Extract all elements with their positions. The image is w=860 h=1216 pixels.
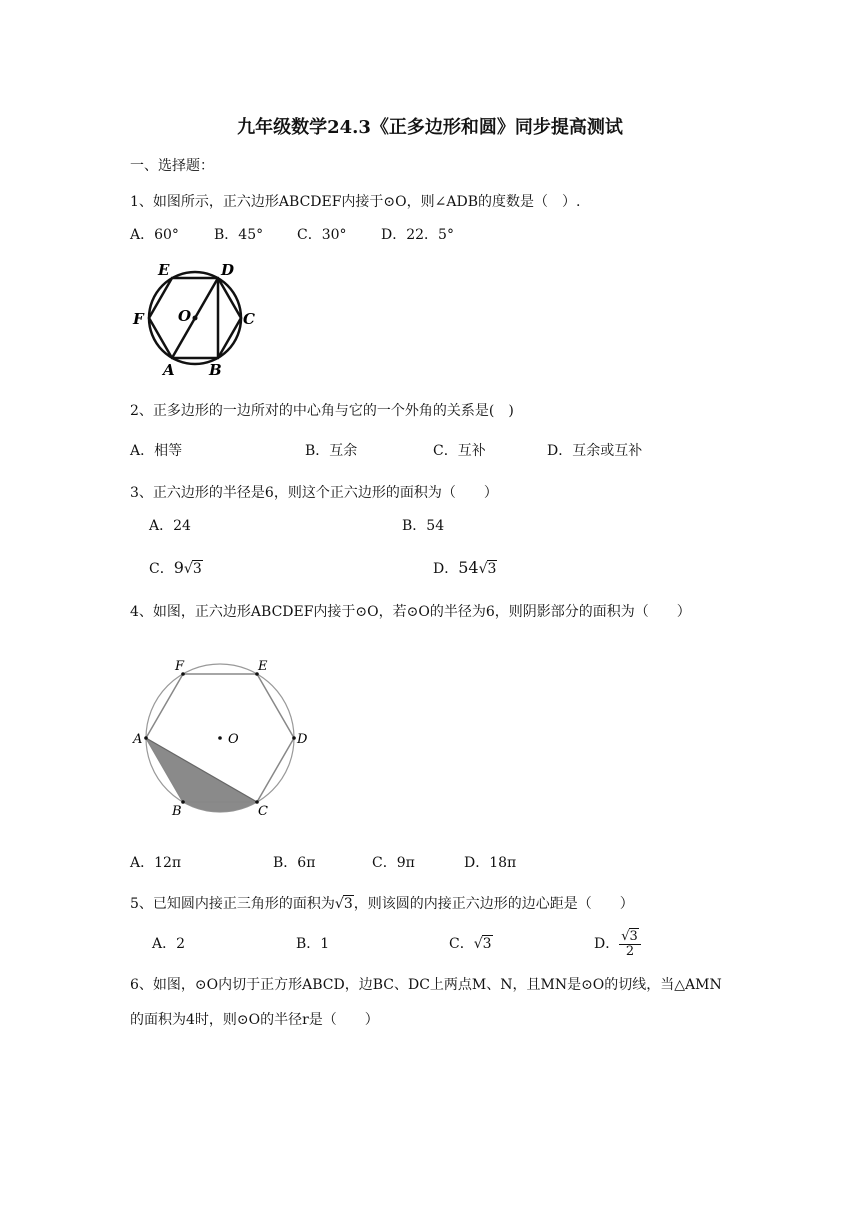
sqrt-icon: √ bbox=[473, 936, 483, 952]
question-1-text: 1、如图所示，正六边形ABCDEF内接于⊙O，则∠ADB的度数是（ ）. bbox=[130, 194, 581, 210]
question-5-text: 5、已知圆内接正三角形的面积为√3，则该圆的内接正六边形的边心距是（ ） bbox=[130, 896, 634, 912]
q1-option-a: A．60° bbox=[130, 227, 179, 243]
q4-label-e: E bbox=[258, 659, 268, 674]
q3-option-a: A．24 bbox=[149, 518, 191, 534]
q3-option-c-coef: 9 bbox=[173, 558, 184, 577]
q2-option-a: A．相等 bbox=[130, 443, 183, 459]
question-2-text: 2、正多边形的一边所对的中心角与它的一个外角的关系是( ) bbox=[130, 403, 514, 419]
question-6-line-1: 6、如图，⊙O内切于正方形ABCD，边BC、DC上两点M、N，且MN是⊙O的切线，当△AMN bbox=[130, 977, 722, 993]
q1-option-c: C．30° bbox=[297, 227, 347, 243]
q5-radicand: 3 bbox=[343, 896, 353, 912]
page-title: 九年级数学24.3《正多边形和圆》同步提高测试 bbox=[237, 117, 623, 138]
q5-option-d-fraction: $\frac{√3}{2}$ bbox=[619, 930, 641, 959]
q1-option-b: B．45° bbox=[214, 227, 264, 243]
question-3-text: 3、正六边形的半径是6，则这个正六边形的面积为（ ） bbox=[130, 485, 498, 501]
q3-option-b: B．54 bbox=[402, 518, 445, 534]
q3-option-c-radicand: 3 bbox=[192, 561, 202, 577]
question-6-line-2: 的面积为4时，则⊙O的半径r是（ ） bbox=[130, 1012, 379, 1028]
q3-option-d-coef: 54 bbox=[458, 558, 479, 577]
q2-option-b: B．互余 bbox=[305, 443, 358, 459]
q4-option-b: B．6π bbox=[273, 855, 316, 871]
q1-label-d: D bbox=[221, 261, 235, 279]
q1-label-b: B bbox=[209, 361, 222, 379]
q1-label-o: O bbox=[178, 307, 192, 325]
q1-label-f: F bbox=[133, 310, 144, 328]
q3-option-c: C．9√3 bbox=[149, 558, 202, 577]
q1-option-d: D．22．5° bbox=[381, 227, 454, 243]
q4-option-c: C．9π bbox=[372, 855, 415, 871]
q4-label-c: C bbox=[258, 804, 268, 819]
sqrt-icon: √ bbox=[478, 561, 488, 577]
q3-option-d: D．54√3 bbox=[433, 558, 497, 577]
q1-label-e: E bbox=[158, 261, 170, 279]
q5-option-c-radicand: 3 bbox=[482, 936, 492, 952]
sqrt-icon: √ bbox=[334, 896, 344, 912]
q1-label-c: C bbox=[243, 310, 255, 328]
q4-label-o: O bbox=[228, 732, 239, 747]
q1-label-a: A bbox=[163, 361, 175, 379]
q5-option-c: C．√3 bbox=[449, 936, 492, 952]
q1-hexagon-figure bbox=[130, 258, 260, 383]
q2-option-d: D．互余或互补 bbox=[547, 443, 643, 459]
q4-label-a: A bbox=[133, 732, 143, 747]
q4-option-d: D．18π bbox=[464, 855, 517, 871]
q4-option-a: A．12π bbox=[130, 855, 182, 871]
q2-option-c: C．互补 bbox=[433, 443, 486, 459]
sqrt-icon: √ bbox=[621, 928, 630, 944]
q4-label-d: D bbox=[297, 732, 308, 747]
q5-option-b: B．1 bbox=[296, 936, 330, 952]
q4-label-b: B bbox=[172, 804, 182, 819]
sqrt-icon: √ bbox=[183, 561, 193, 577]
q4-label-f: F bbox=[175, 659, 185, 674]
section-heading: 一、选择题： bbox=[130, 158, 214, 174]
q3-option-d-radicand: 3 bbox=[487, 561, 497, 577]
question-4-text: 4、如图，正六边形ABCDEF内接于⊙O，若⊙O的半径为6，则阴影部分的面积为（ ） bbox=[130, 604, 691, 620]
q5-option-d: D． $\frac{√3}{2}$ bbox=[594, 924, 641, 964]
q5-option-a: A．2 bbox=[152, 936, 186, 952]
q4-hexagon-figure bbox=[130, 655, 320, 825]
